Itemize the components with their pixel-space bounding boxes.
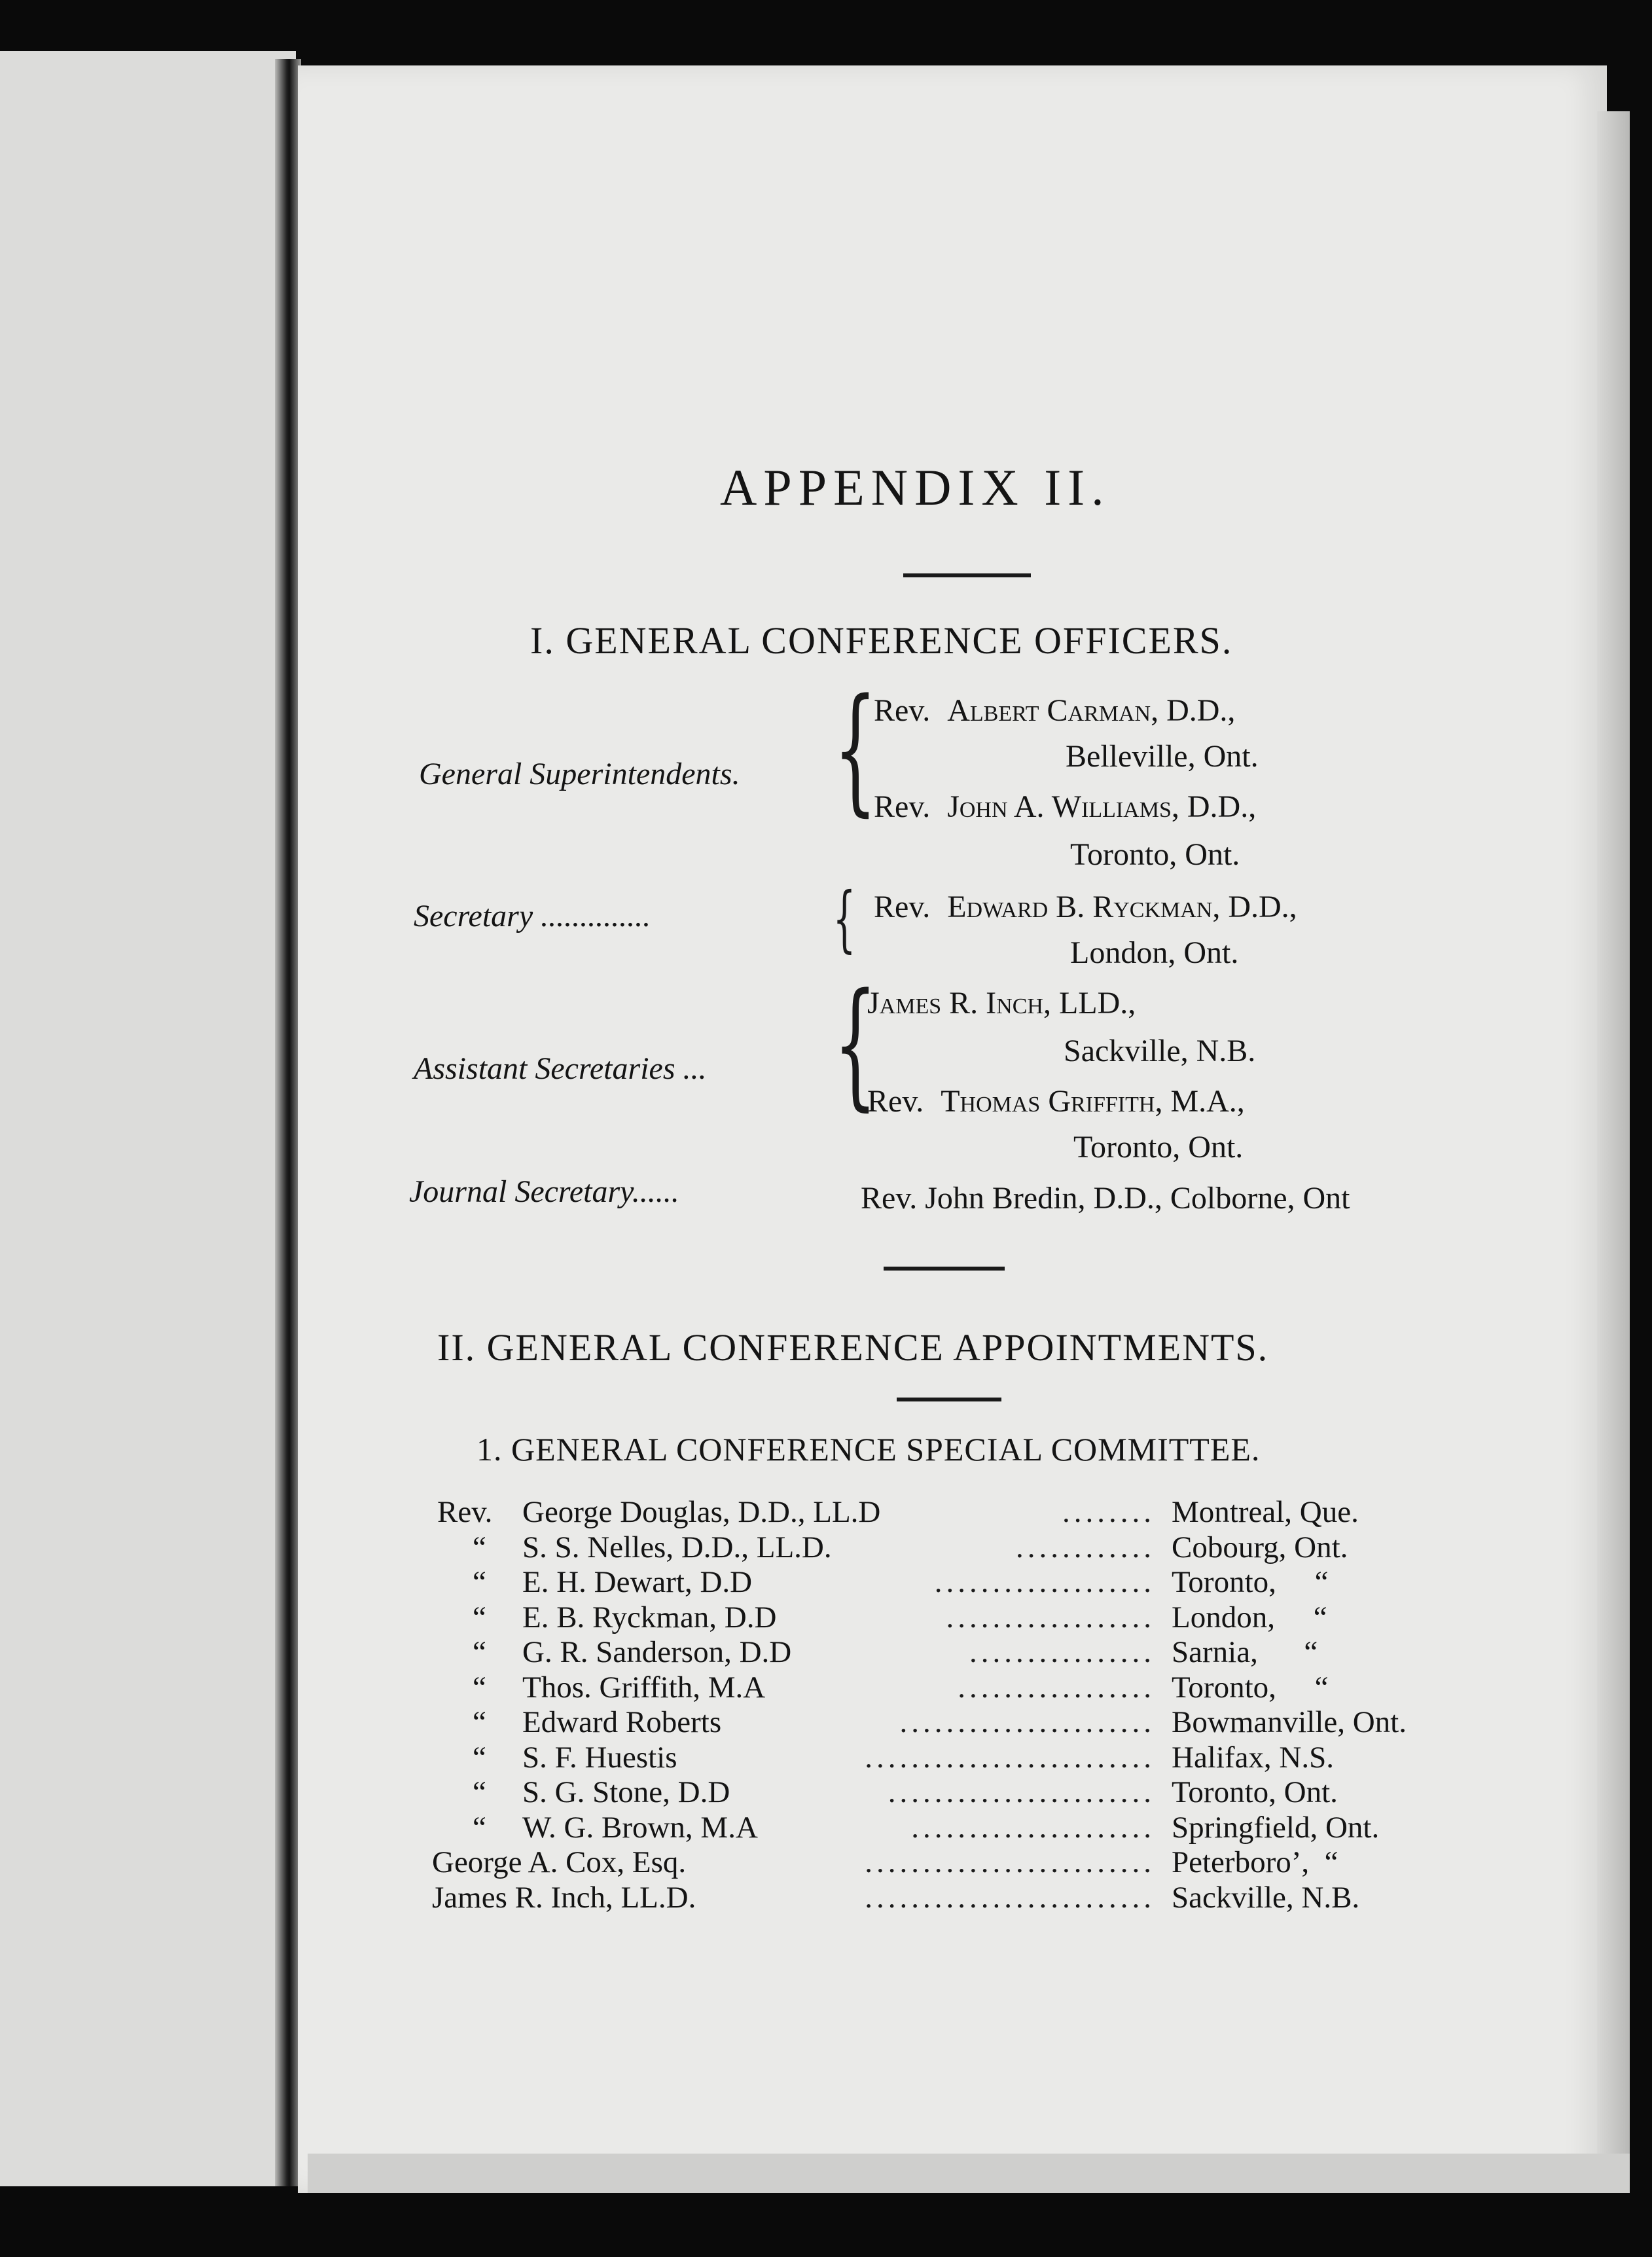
label-assistant-secretaries: Assistant Secretaries ... bbox=[414, 1051, 707, 1086]
committee-place: Cobourg, Ont. bbox=[1172, 1530, 1348, 1564]
committee-prefix: “ bbox=[473, 1705, 486, 1739]
committee-name: George Douglas, D.D., LL.D bbox=[522, 1495, 881, 1529]
committee-name: S. S. Nelles, D.D., LL.D. bbox=[522, 1530, 832, 1564]
committee-name: E. H. Dewart, D.D bbox=[522, 1565, 753, 1599]
section2-heading: II. GENERAL CONFERENCE APPOINTMENTS. bbox=[437, 1326, 1269, 1369]
committee-prefix: “ bbox=[473, 1810, 486, 1845]
committee-prefix: “ bbox=[473, 1740, 486, 1775]
committee-place: Toronto, “ bbox=[1172, 1670, 1329, 1705]
committee-place: London, “ bbox=[1172, 1600, 1327, 1634]
officer-place: London, Ont. bbox=[1070, 935, 1239, 970]
leader-dots: ...................... bbox=[899, 1705, 1155, 1739]
leader-dots: ................. bbox=[958, 1670, 1155, 1705]
section-rule bbox=[897, 1398, 1001, 1401]
committee-prefix: “ bbox=[473, 1565, 486, 1599]
committee-name: Thos. Griffith, M.A bbox=[522, 1670, 766, 1705]
committee-place: Sackville, N.B. bbox=[1172, 1880, 1360, 1915]
committee-name: S. F. Huestis bbox=[522, 1740, 677, 1775]
leader-dots: .................. bbox=[946, 1600, 1155, 1634]
committee-place: Toronto, Ont. bbox=[1172, 1775, 1338, 1809]
officer-entry: Rev. Thomas Griffith, M.A., bbox=[867, 1084, 1245, 1119]
title-rule bbox=[903, 573, 1031, 577]
label-general-superintendents: General Superintendents. bbox=[419, 757, 740, 791]
brace: { bbox=[833, 876, 856, 960]
committee-place: Montreal, Que. bbox=[1172, 1495, 1359, 1529]
leader-dots: ......................... bbox=[865, 1880, 1155, 1915]
left-page bbox=[0, 51, 296, 2186]
leader-dots: ................ bbox=[969, 1635, 1155, 1669]
committee-place: Sarnia, “ bbox=[1172, 1635, 1318, 1669]
section-rule bbox=[884, 1267, 1005, 1271]
committee-prefix: “ bbox=[473, 1635, 486, 1669]
label-journal-secretary: Journal Secretary...... bbox=[409, 1174, 679, 1209]
committee-place: Toronto, “ bbox=[1172, 1565, 1329, 1599]
leader-dots: ........ bbox=[1062, 1495, 1155, 1529]
brace: { bbox=[833, 964, 878, 1124]
committee-place: Bowmanville, Ont. bbox=[1172, 1705, 1407, 1739]
page-bottom-edge bbox=[308, 2154, 1630, 2193]
committee-prefix: “ bbox=[473, 1670, 486, 1705]
committee-prefix: Rev. bbox=[437, 1495, 493, 1529]
book-spine bbox=[275, 59, 301, 2186]
label-secretary: Secretary .............. bbox=[414, 899, 651, 933]
brace: { bbox=[833, 669, 878, 829]
officer-place: Belleville, Ont. bbox=[1066, 739, 1259, 774]
committee-prefix: “ bbox=[473, 1530, 486, 1564]
committee-place: Halifax, N.S. bbox=[1172, 1740, 1335, 1775]
committee-place: Springfield, Ont. bbox=[1172, 1810, 1380, 1845]
committee-prefix: “ bbox=[473, 1775, 486, 1809]
committee-name: W. G. Brown, M.A bbox=[522, 1810, 758, 1845]
officer-place: Toronto, Ont. bbox=[1070, 837, 1240, 872]
section1-heading: I. GENERAL CONFERENCE OFFICERS. bbox=[530, 619, 1233, 662]
leader-dots: ......................... bbox=[865, 1845, 1155, 1879]
committee-prefix: “ bbox=[473, 1600, 486, 1634]
committee-name: George A. Cox, Esq. bbox=[432, 1845, 687, 1879]
leader-dots: ................... bbox=[934, 1565, 1155, 1599]
leader-dots: ....................... bbox=[888, 1775, 1155, 1809]
officer-entry: Rev. Edward B. Ryckman, D.D., bbox=[874, 890, 1297, 924]
committee-place: Peterboro’, “ bbox=[1172, 1845, 1338, 1879]
officer-entry: James R. Inch, LLD., bbox=[867, 986, 1136, 1020]
journal-secretary-entry: Rev. John Bredin, D.D., Colborne, Ont bbox=[861, 1181, 1350, 1216]
committee-name: James R. Inch, LL.D. bbox=[432, 1880, 696, 1915]
leader-dots: ......................... bbox=[865, 1740, 1155, 1775]
leader-dots: ............ bbox=[1016, 1530, 1155, 1564]
committee-name: E. B. Ryckman, D.D bbox=[522, 1600, 777, 1634]
appendix-title: APPENDIX II. bbox=[720, 459, 1111, 516]
officer-entry: Rev. Albert Carman, D.D., bbox=[874, 693, 1236, 728]
committee-name: S. G. Stone, D.D bbox=[522, 1775, 730, 1809]
officer-place: Sackville, N.B. bbox=[1064, 1034, 1256, 1068]
page-edge bbox=[1597, 111, 1630, 2193]
section2-subheading: 1. GENERAL CONFERENCE SPECIAL COMMITTEE. bbox=[476, 1431, 1261, 1468]
committee-name: G. R. Sanderson, D.D bbox=[522, 1635, 792, 1669]
officer-entry: Rev. John A. Williams, D.D., bbox=[874, 789, 1257, 824]
officer-place: Toronto, Ont. bbox=[1073, 1130, 1244, 1165]
committee-name: Edward Roberts bbox=[522, 1705, 722, 1739]
leader-dots: ..................... bbox=[911, 1810, 1155, 1845]
